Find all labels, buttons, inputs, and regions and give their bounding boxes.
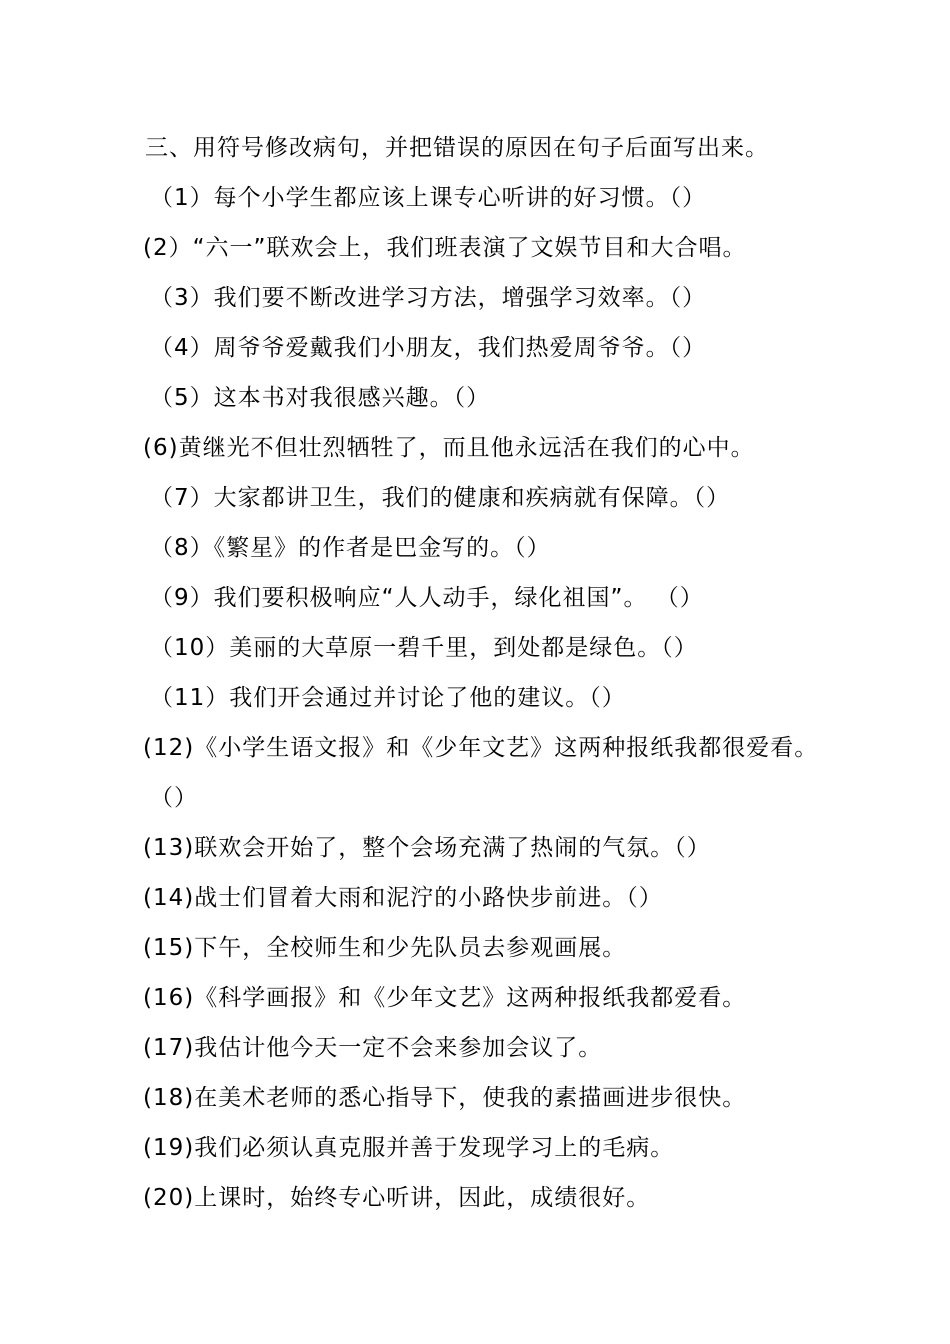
sentence-item-3: （3）我们要不断改进学习方法，增强学习效率。（） (150, 285, 707, 311)
sentence-item-7: （7）大家都讲卫生，我们的健康和疾病就有保障。（） (150, 485, 731, 511)
sentence-item-9: （9）我们要积极响应“人人动手，绿化祖国”。 （） (150, 585, 704, 611)
sentence-item-13: (13)联欢会开始了，整个会场充满了热闹的气氛。（） (143, 835, 711, 861)
sentence-item-15: (15)下午，全校师生和少先队员去参观画展。 (143, 935, 627, 961)
sentence-item-12-continuation: （） (150, 785, 198, 811)
sentence-item-2: (2）“六一”联欢会上，我们班表演了文娱节目和大合唱。 (143, 235, 747, 261)
sentence-item-20: (20)上课时，始终专心听讲，因此，成绩很好。 (143, 1185, 651, 1211)
sentence-item-5: （5）这本书对我很感兴趣。（） (150, 385, 491, 411)
sentence-item-10: （10）美丽的大草原一碧千里，到处都是绿色。（） (150, 635, 698, 661)
sentence-item-19: (19)我们必须认真克服并善于发现学习上的毛病。 (143, 1135, 675, 1161)
sentence-item-17: (17)我估计他今天一定不会来参加会议了。 (143, 1035, 603, 1061)
sentence-item-14: (14)战士们冒着大雨和泥泞的小路快步前进。（） (143, 885, 663, 911)
sentence-item-8: （8）《繁星》的作者是巴金写的。（） (150, 535, 551, 561)
sentence-item-4: （4）周爷爷爱戴我们小朋友，我们热爱周爷爷。（） (150, 335, 707, 361)
sentence-item-18: (18)在美术老师的悉心指导下，使我的素描画进步很快。 (143, 1085, 747, 1111)
sentence-item-12: (12)《小学生语文报》和《少年文艺》这两种报纸我都很爱看。 (143, 735, 819, 761)
section-heading: 三、用符号修改病句，并把错误的原因在句子后面写出来。 (145, 135, 769, 161)
sentence-item-16: (16)《科学画报》和《少年文艺》这两种报纸我都爱看。 (143, 985, 747, 1011)
sentence-item-1: （1）每个小学生都应该上课专心听讲的好习惯。（） (150, 185, 707, 211)
sentence-item-6: (6)黄继光不但壮烈牺牲了，而且他永远活在我们的心中。 (143, 435, 755, 461)
sentence-item-11: （11）我们开会通过并讨论了他的建议。（） (150, 685, 626, 711)
